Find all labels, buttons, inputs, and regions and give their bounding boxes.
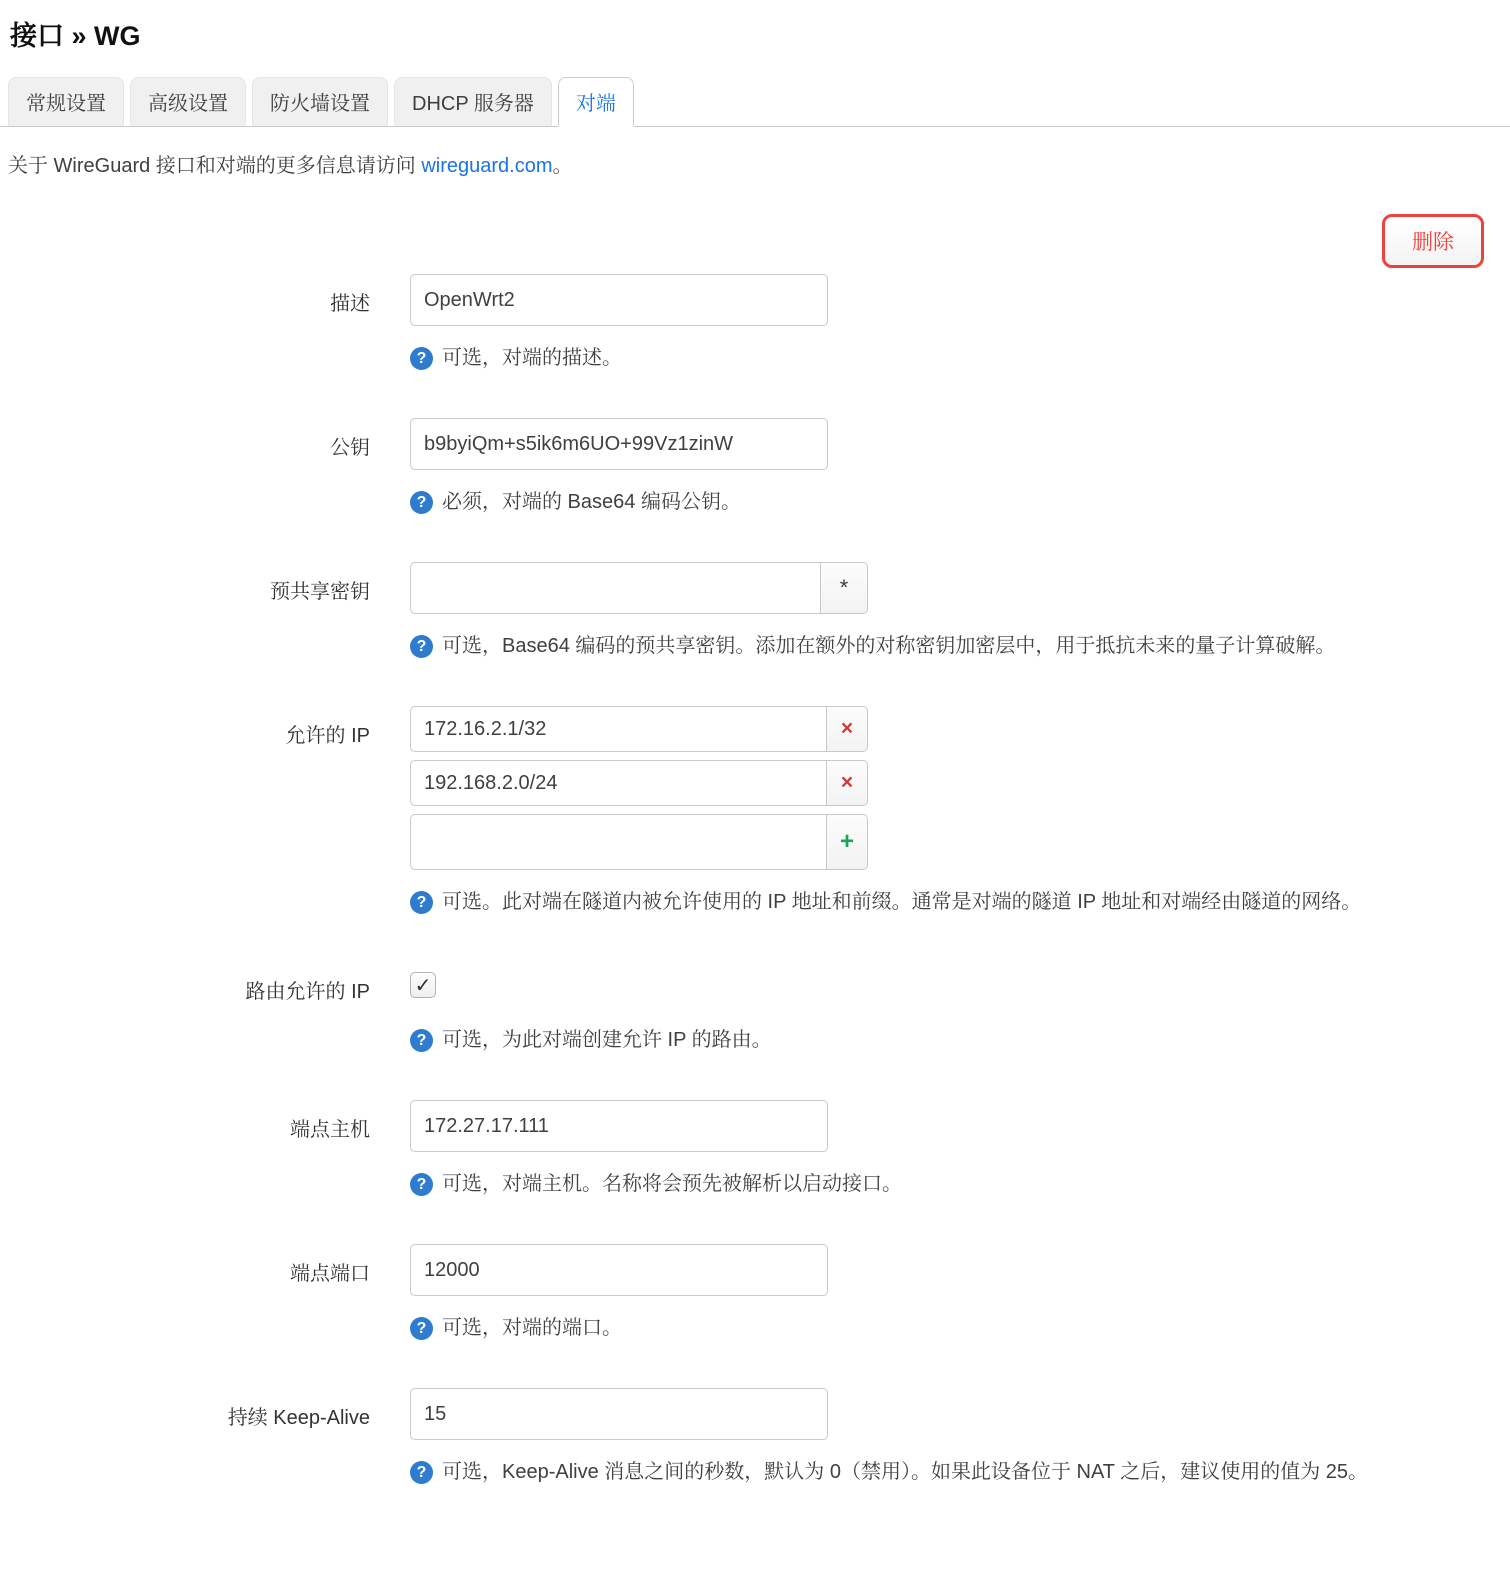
description-help: [410, 343, 828, 374]
route-allowed-ips-label: 路由允许的 IP: [245, 981, 370, 1003]
allowed-ip-item: [410, 760, 1361, 806]
public-key-input[interactable]: [410, 418, 828, 470]
help-icon: ?: [410, 1173, 433, 1196]
tab-firewall-settings[interactable]: 防火墙设置: [252, 77, 388, 127]
peer-form: [0, 274, 1510, 1488]
public-key-help: [410, 487, 828, 518]
help-icon: ?: [410, 1317, 433, 1340]
tab-bar: [0, 77, 1510, 127]
help-icon: ?: [410, 635, 433, 658]
wireguard-link[interactable]: wireguard.com: [421, 155, 553, 177]
intro-suffix: 。: [552, 155, 573, 177]
keepalive-row: [0, 1388, 1510, 1488]
endpoint-host-row: [0, 1100, 1510, 1200]
allowed-ip-input-2[interactable]: [410, 760, 826, 806]
public-key-label: 公钥: [330, 437, 370, 459]
reveal-password-button[interactable]: [820, 562, 868, 614]
endpoint-port-row: [0, 1244, 1510, 1344]
endpoint-port-help: [410, 1313, 828, 1344]
description-label: 描述: [330, 293, 370, 315]
allowed-ip-new-item: [410, 814, 1361, 870]
route-allowed-ips-row: [0, 962, 1510, 1056]
preshared-key-row: [0, 562, 1510, 662]
remove-allowed-ip-button-2[interactable]: [826, 760, 868, 806]
tab-advanced-settings[interactable]: 高级设置: [130, 77, 246, 127]
endpoint-port-label: 端点端口: [290, 1263, 370, 1285]
public-key-row: [0, 418, 1510, 518]
peer-actions: [0, 214, 1510, 268]
route-allowed-ips-help: [410, 1025, 772, 1056]
help-icon: ?: [410, 491, 433, 514]
intro-text: [8, 149, 1502, 178]
endpoint-port-help-text: 可选，对端的端口。: [442, 1317, 622, 1339]
asterisk-icon: *: [839, 575, 849, 600]
page-title: 接口 » WG: [10, 21, 141, 51]
preshared-key-label: 预共享密钥: [270, 581, 370, 603]
checkmark-icon: ✓: [414, 974, 432, 997]
help-icon: ?: [410, 347, 433, 370]
tab-peers[interactable]: 对端: [558, 77, 634, 127]
allowed-ip-new-input[interactable]: [410, 814, 826, 870]
endpoint-host-label: 端点主机: [290, 1119, 370, 1141]
description-help-text: 可选，对端的描述。: [442, 347, 622, 369]
endpoint-port-input[interactable]: [410, 1244, 828, 1296]
route-allowed-ips-checkbox[interactable]: [410, 972, 436, 998]
preshared-key-help: [410, 631, 1335, 662]
intro-prefix: 关于 WireGuard 接口和对端的更多信息请访问: [8, 155, 422, 177]
keepalive-help-text: 可选，Keep-Alive 消息之间的秒数，默认为 0（禁用）。如果此设备位于 NAT 之后，建议使用的值为 25。: [442, 1461, 1369, 1483]
allowed-ips-help: [410, 887, 1361, 918]
allowed-ips-row: [0, 706, 1510, 918]
tab-general-settings[interactable]: 常规设置: [8, 77, 124, 127]
keepalive-label: 持续 Keep-Alive: [227, 1407, 370, 1429]
add-allowed-ip-button[interactable]: [826, 814, 868, 870]
preshared-key-help-text: 可选，Base64 编码的预共享密钥。添加在额外的对称密钥加密层中，用于抵抗未来的量子计算破解。: [442, 635, 1336, 657]
remove-icon: ×: [840, 717, 854, 740]
preshared-key-input[interactable]: [410, 562, 820, 614]
add-icon: +: [839, 828, 854, 855]
route-allowed-ips-help-text: 可选，为此对端创建允许 IP 的路由。: [442, 1029, 772, 1051]
description-input[interactable]: [410, 274, 828, 326]
endpoint-host-input[interactable]: [410, 1100, 828, 1152]
allowed-ips-label: 允许的 IP: [285, 725, 370, 747]
help-icon: ?: [410, 891, 433, 914]
endpoint-host-help: [410, 1169, 902, 1200]
delete-peer-button[interactable]: 删除: [1382, 214, 1484, 268]
help-icon: ?: [410, 1029, 433, 1052]
remove-allowed-ip-button-1[interactable]: [826, 706, 868, 752]
public-key-help-text: 必须，对端的 Base64 编码公钥。: [442, 491, 741, 513]
remove-icon: ×: [840, 771, 854, 794]
allowed-ips-help-text: 可选。此对端在隧道内被允许使用的 IP 地址和前缀。通常是对端的隧道 IP 地址和对端经由隧道的网络。: [442, 891, 1362, 913]
keepalive-input[interactable]: [410, 1388, 828, 1440]
tab-dhcp-server[interactable]: DHCP 服务器: [394, 77, 552, 127]
description-row: [0, 274, 1510, 374]
allowed-ip-item: [410, 706, 1361, 752]
endpoint-host-help-text: 可选，对端主机。名称将会预先被解析以启动接口。: [442, 1173, 902, 1195]
allowed-ip-input-1[interactable]: [410, 706, 826, 752]
help-icon: ?: [410, 1461, 433, 1484]
keepalive-help: [410, 1457, 1368, 1488]
